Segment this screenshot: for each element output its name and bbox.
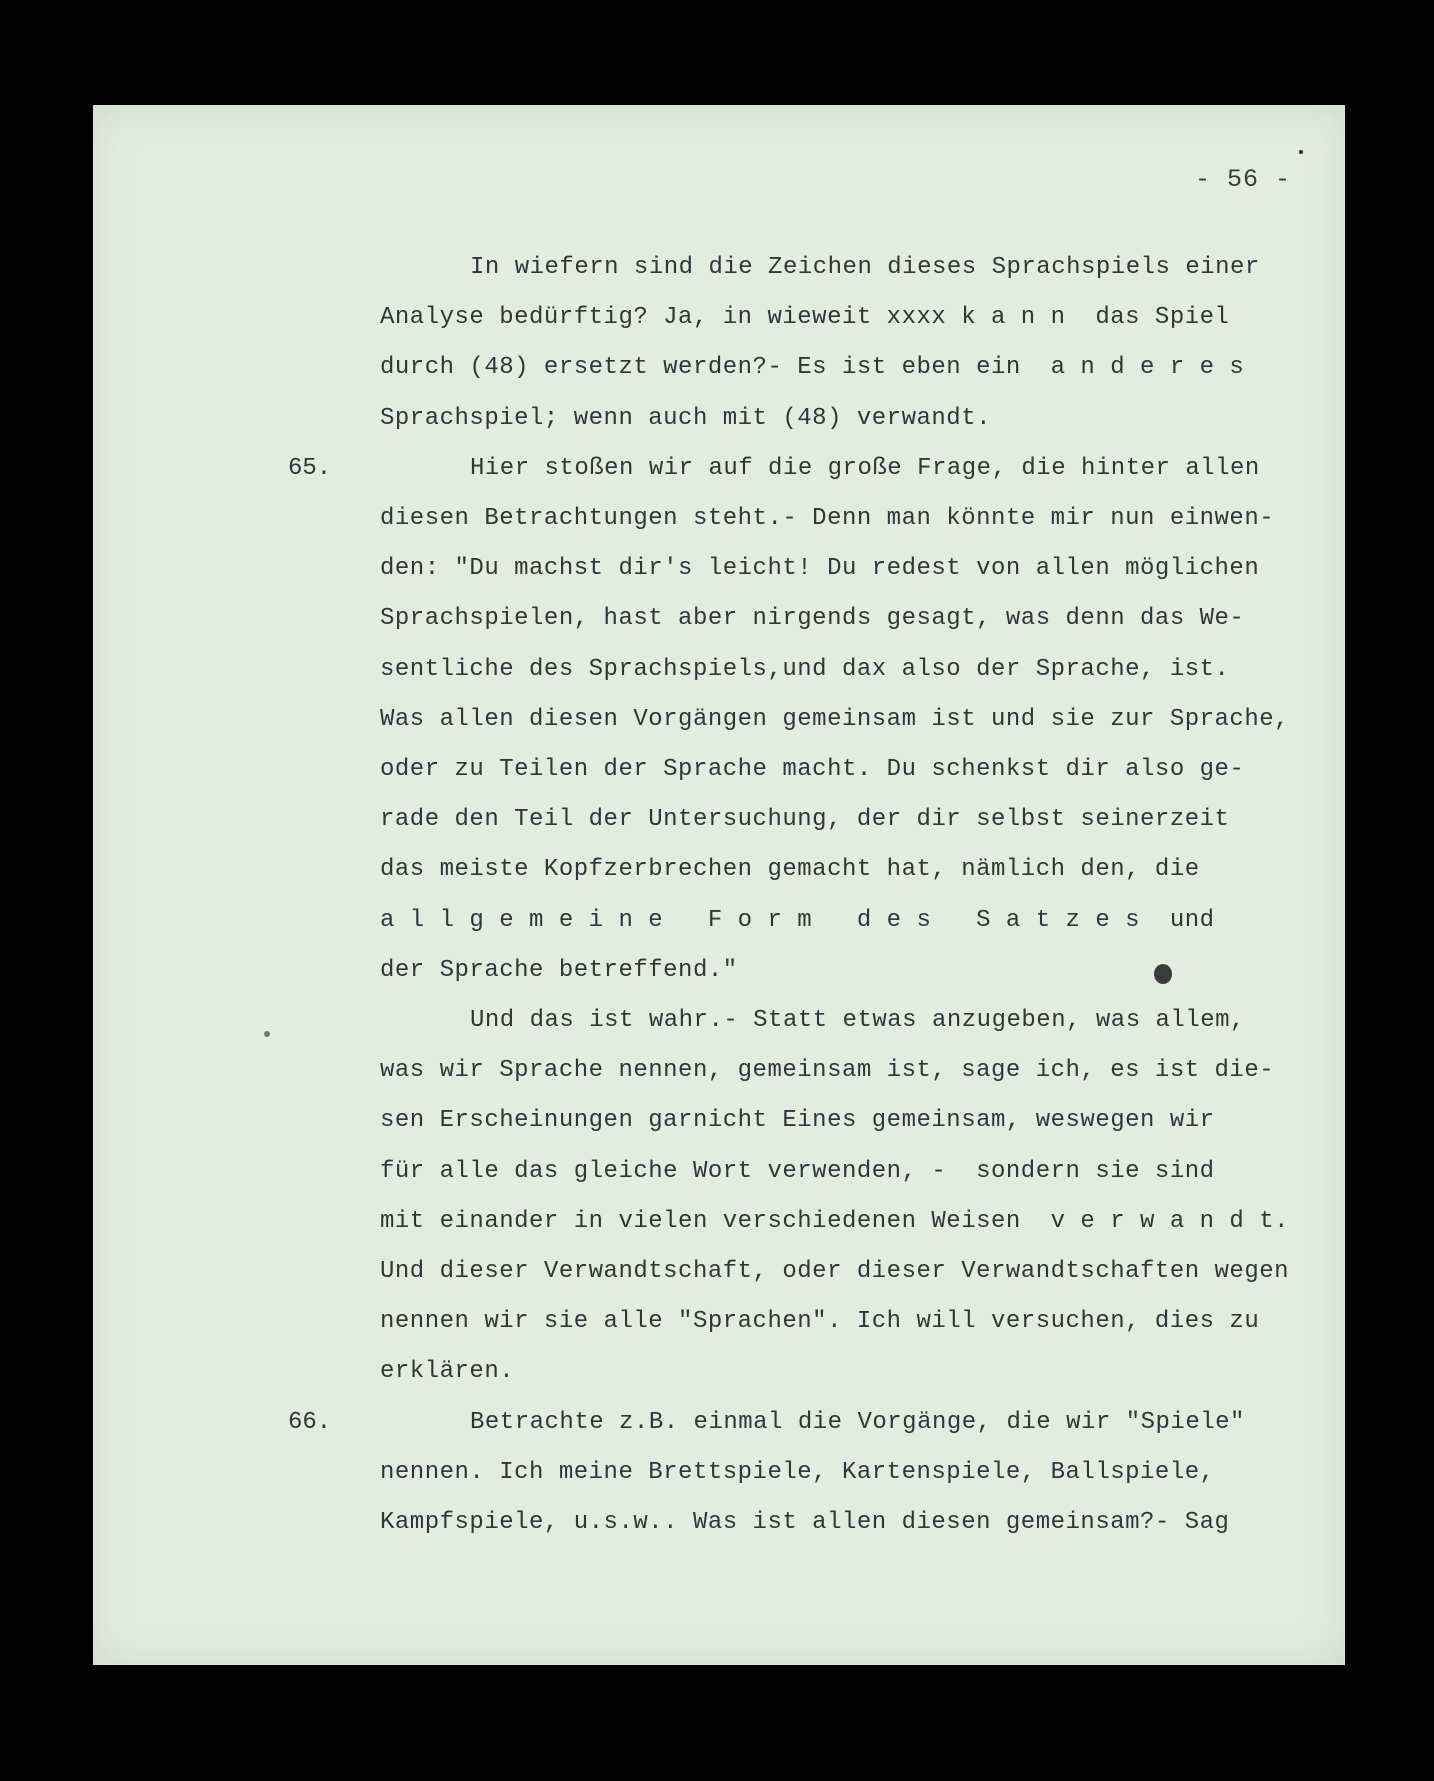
text-line: nennen wir sie alle "Sprachen". Ich will versuchen, dies zu bbox=[380, 1308, 1260, 1335]
text-line: Analyse bedürftig? Ja, in wieweit xxxx k a n n das Spiel bbox=[380, 304, 1230, 331]
text-line: den: "Du machst dir's leicht! Du redest von allen möglichen bbox=[380, 555, 1260, 582]
text-line: sentliche des Sprachspiels,und dax also der Sprache, ist. bbox=[380, 656, 1230, 683]
text-line: erklären. bbox=[380, 1358, 515, 1385]
text-line: sen Erscheinungen garnicht Eines gemeinsam, weswegen wir bbox=[380, 1107, 1215, 1134]
text-line: mit einander in vielen verschiedenen Weisen v e r w a n d t. bbox=[380, 1208, 1290, 1235]
text-line: Kampfspiele, u.s.w.. Was ist allen diesen gemeinsam?- Sag bbox=[380, 1509, 1230, 1536]
text-line: diesen Betrachtungen steht.- Denn man könnte mir nun einwen- bbox=[380, 505, 1275, 532]
text-line: Was allen diesen Vorgängen gemeinsam ist und sie zur Sprache, bbox=[380, 706, 1290, 733]
text-line: das meiste Kopfzerbrechen gemacht hat, nämlich den, die bbox=[380, 856, 1200, 883]
text-line: durch (48) ersetzt werden?- Es ist eben ein a n d e r e s bbox=[380, 354, 1245, 381]
ink-speck bbox=[264, 1031, 270, 1037]
text-line: nennen. Ich meine Brettspiele, Kartenspiele, Ballspiele, bbox=[380, 1459, 1215, 1486]
paragraph-number: 66. bbox=[288, 1409, 332, 1436]
ink-spot bbox=[1154, 964, 1172, 984]
text-line: der Sprache betreffend." bbox=[380, 957, 738, 984]
text-line: Und das ist wahr.- Statt etwas anzugeben, was allem, bbox=[470, 1007, 1245, 1034]
text-line: was wir Sprache nennen, gemeinsam ist, sage ich, es ist die- bbox=[380, 1057, 1275, 1084]
page-number: - 56 - bbox=[1195, 165, 1292, 194]
text-line: für alle das gleiche Wort verwenden, - sondern sie sind bbox=[380, 1158, 1215, 1185]
text-line: Hier stoßen wir auf die große Frage, die hinter allen bbox=[470, 455, 1260, 482]
text-line: oder zu Teilen der Sprache macht. Du schenkst dir also ge- bbox=[380, 756, 1245, 783]
text-line: a l l g e m e i n e F o r m d e s S a t z e s und bbox=[380, 907, 1215, 934]
text-line: Sprachspiel; wenn auch mit (48) verwandt. bbox=[380, 405, 991, 432]
text-line: rade den Teil der Untersuchung, der dir selbst seinerzeit bbox=[380, 806, 1230, 833]
text-line: In wiefern sind die Zeichen dieses Sprachspiels einer bbox=[470, 254, 1260, 281]
paragraph-number: 65. bbox=[288, 455, 332, 482]
text-line: Sprachspielen, hast aber nirgends gesagt, was denn das We- bbox=[380, 605, 1245, 632]
text-line: Und dieser Verwandtschaft, oder dieser Verwandtschaften wegen bbox=[380, 1258, 1290, 1285]
text-line: Betrachte z.B. einmal die Vorgänge, die wir "Spiele" bbox=[470, 1409, 1245, 1436]
ink-speck bbox=[1299, 150, 1303, 154]
